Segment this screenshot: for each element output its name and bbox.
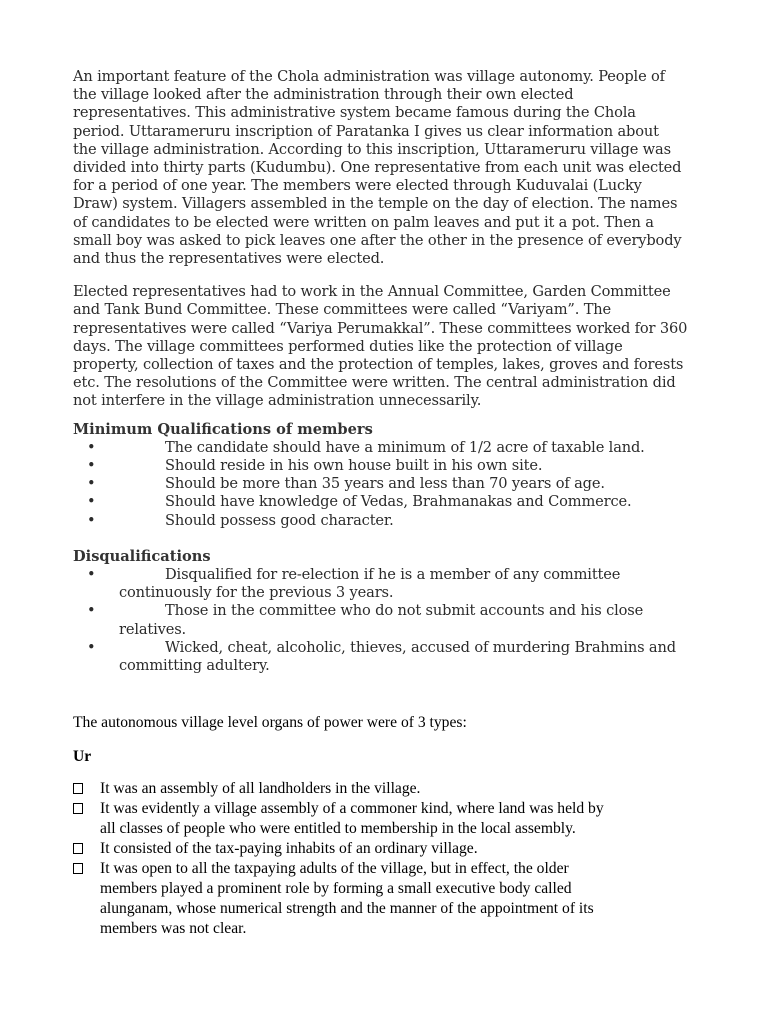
bullet-icon: • bbox=[87, 566, 96, 584]
list-item: It consisted of the tax-paying inhabits of an ordinary village. bbox=[73, 839, 713, 859]
bullet-icon: • bbox=[87, 457, 96, 475]
text-line: representatives were called “Variya Perumakkal”. These committees worked for 360 bbox=[73, 319, 688, 337]
text-line: for a period of one year. The members were elected through Kuduvalai (Lucky bbox=[73, 177, 642, 195]
ur-heading: Ur bbox=[73, 748, 92, 766]
bullet-icon: • bbox=[87, 438, 96, 456]
text-line: small boy was asked to pick leaves one after the other in the presence of everybody bbox=[73, 231, 682, 249]
qualifications-list bbox=[73, 439, 713, 530]
text-line: Elected representatives had to work in the Annual Committee, Garden Committee bbox=[73, 283, 671, 301]
text-line: not interfere in the village administration unnecessarily. bbox=[73, 392, 482, 410]
list-item: • Should reside in his own house built in his own site. bbox=[87, 457, 543, 475]
types-heading: The autonomous village level organs of power were of 3 types: bbox=[73, 714, 467, 732]
text-line: the village looked after the administration through their own elected bbox=[73, 86, 574, 104]
ur-list bbox=[73, 779, 713, 939]
list-item: It was open to all the taxpaying adults of the village, but in effect, the older members played a prominent role by forming a small executive body called alunganam, whose numerical strength and the manner of the appointment of its members was not clear. bbox=[73, 859, 713, 939]
bullet-icon: • bbox=[87, 511, 96, 529]
bullet-icon: • bbox=[87, 638, 96, 656]
bullet-icon: • bbox=[87, 493, 96, 511]
disqualifications-heading: Disqualifications bbox=[73, 547, 211, 565]
text-line: of candidates to be elected were written on palm leaves and put it a pot. Then a bbox=[73, 213, 654, 231]
checkbox-icon bbox=[73, 783, 83, 794]
list-item: • Wicked, cheat, alcoholic, thieves, accused of murdering Brahmins and committing adultery. bbox=[87, 638, 676, 675]
list-item: • Should possess good character. bbox=[87, 511, 394, 529]
list-item: • Should be more than 35 years and less than 70 years of age. bbox=[87, 475, 605, 493]
text-line: etc. The resolutions of the Committee were written. The central administration did bbox=[73, 374, 676, 392]
text-line: days. The village committees performed duties like the protection of village bbox=[73, 337, 623, 355]
checkbox-icon bbox=[73, 843, 83, 854]
bullet-icon: • bbox=[87, 602, 96, 620]
text-line: the village administration. According to this inscription, Uttarameruru village was bbox=[73, 140, 671, 158]
list-item: It was evidently a village assembly of a commoner kind, where land was held by all classes of people who were entitled to membership in the local assembly. bbox=[73, 799, 713, 839]
text-line: property, collection of taxes and the protection of temples, lakes, groves and forests bbox=[73, 356, 684, 374]
intro-paragraph bbox=[73, 68, 713, 268]
qualifications-heading: Minimum Qualifications of members bbox=[73, 420, 373, 438]
text-line: An important feature of the Chola administration was village autonomy. People of bbox=[73, 68, 665, 85]
list-item: • Those in the committee who do not submit accounts and his close relatives. bbox=[87, 602, 644, 638]
list-item: • The candidate should have a minimum of 1/2 acre of taxable land. bbox=[87, 438, 645, 456]
committees-paragraph bbox=[73, 283, 713, 410]
text-line: period. Uttarameruru inscription of Paratanka I gives us clear information about bbox=[73, 122, 659, 140]
text-line: representatives. This administrative system became famous during the Chola bbox=[73, 104, 636, 122]
list-item: • Should have knowledge of Vedas, Brahmanakas and Commerce. bbox=[87, 493, 632, 511]
checkbox-icon bbox=[73, 863, 83, 874]
checkbox-icon bbox=[73, 803, 83, 814]
text-line: divided into thirty parts (Kudumbu). One representative from each unit was elected bbox=[73, 159, 682, 177]
document-page bbox=[73, 68, 713, 939]
text-line: and thus the representatives were elected. bbox=[73, 250, 385, 268]
bullet-icon: • bbox=[87, 475, 96, 493]
disqualifications-list bbox=[73, 566, 713, 675]
list-item: • Disqualified for re-election if he is a member of any committee continuously for the previous 3 years. bbox=[87, 566, 621, 602]
text-line: and Tank Bund Committee. These committees were called “Variyam”. The bbox=[73, 301, 612, 319]
list-item: It was an assembly of all landholders in the village. bbox=[73, 779, 713, 799]
text-line: Draw) system. Villagers assembled in the temple on the day of election. The names bbox=[73, 195, 678, 213]
